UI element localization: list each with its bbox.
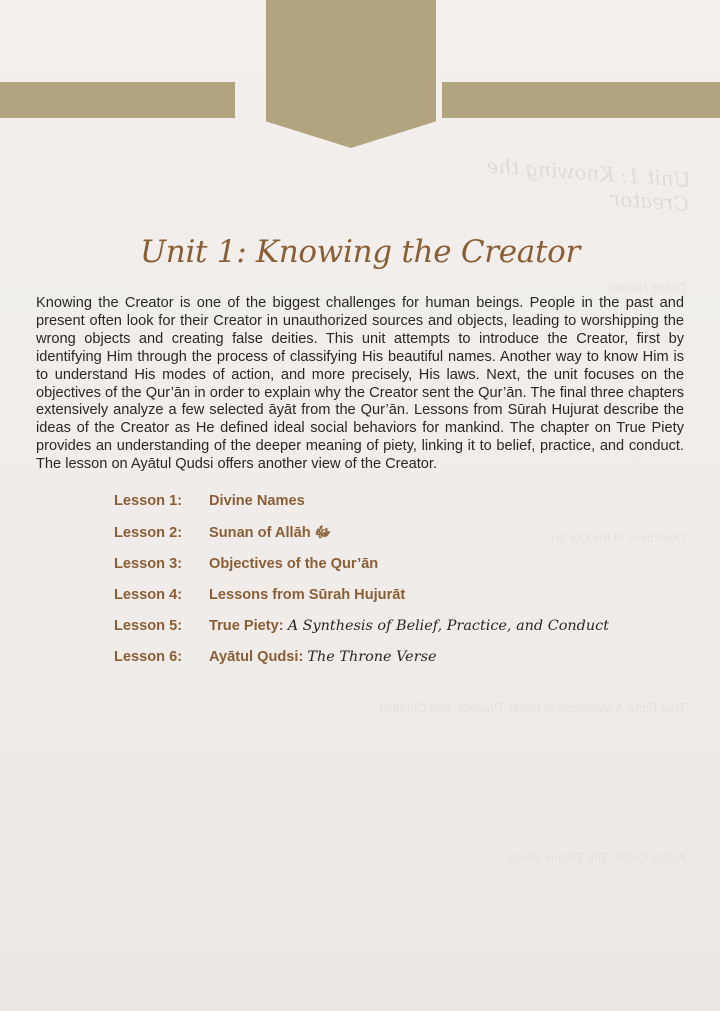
bleed-through-text: Objectives of the Qur’ān	[551, 531, 686, 545]
lesson-item	[114, 587, 674, 618]
lesson-title: True Piety:	[209, 618, 284, 635]
lesson-title: Ayātul Qudsi:	[209, 649, 304, 666]
lesson-number: Lesson 5:	[114, 618, 183, 635]
header-band-left	[0, 82, 235, 118]
lesson-item	[114, 524, 674, 555]
lesson-item	[114, 493, 674, 524]
lesson-title: Sunan of Allāh ﷻ	[209, 525, 332, 542]
lesson-subtitle: A Synthesis of Belief, Practice, and Conduct	[287, 618, 609, 635]
lesson-number: Lesson 2:	[114, 525, 183, 542]
bleed-through-text: Ayātul Qudsi: The Throne Verse	[508, 851, 686, 865]
intro-paragraph: Knowing the Creator is one of the biggest challenges for human beings. People in the past and present often look for their Creator in unauthorized sources and objects, leading to worshipping the wrong objects and creating false deities. This unit attempts to introduce the Creator, first by identifying Him through the process of classifying His beautiful names. Another way to know Him is to understand His modes of action, and more precisely, His laws. Next, the unit focuses on the objectives of the Qur’ān in order to explain why the Creator sent the Qur’ān. The final three chapters extensively analyze a few selected āyāt from the Qur’ān. Lessons from Sūrah Hujurat describe the ideas of the Creator as He defined ideal social behaviors for mankind. The chapter on True Piety provides an understanding of the deeper meaning of piety, linking it to belief, practice, and conduct. The lesson on Ayātul Qudsi offers another view of the Creator.	[36, 295, 684, 473]
bleed-through-text: Divine Names	[608, 281, 686, 295]
lesson-item	[114, 649, 674, 680]
header-band-right	[442, 82, 720, 118]
page-title: Unit 1: Knowing the Creator	[139, 234, 581, 270]
lesson-number: Lesson 4:	[114, 586, 183, 603]
bleed-through-text: True Piety: A Synthesis of Belief, Practice, and Conduct	[379, 701, 686, 715]
lesson-title: Objectives of the Qur’ān	[209, 555, 379, 572]
header-banner	[266, 0, 436, 148]
bleed-through-heading: Unit 1: Knowing the Creator	[485, 153, 692, 216]
lesson-number: Lesson 1:	[114, 493, 183, 509]
lesson-title: Lessons from Sūrah Hujurāt	[209, 586, 406, 603]
lesson-item	[114, 618, 674, 649]
lesson-list	[114, 493, 674, 681]
lesson-item	[114, 556, 674, 587]
lesson-number: Lesson 3:	[114, 555, 183, 572]
lesson-number: Lesson 6:	[114, 649, 183, 666]
lesson-title: Divine Names	[209, 493, 305, 509]
lesson-subtitle: The Throne Verse	[307, 649, 437, 666]
